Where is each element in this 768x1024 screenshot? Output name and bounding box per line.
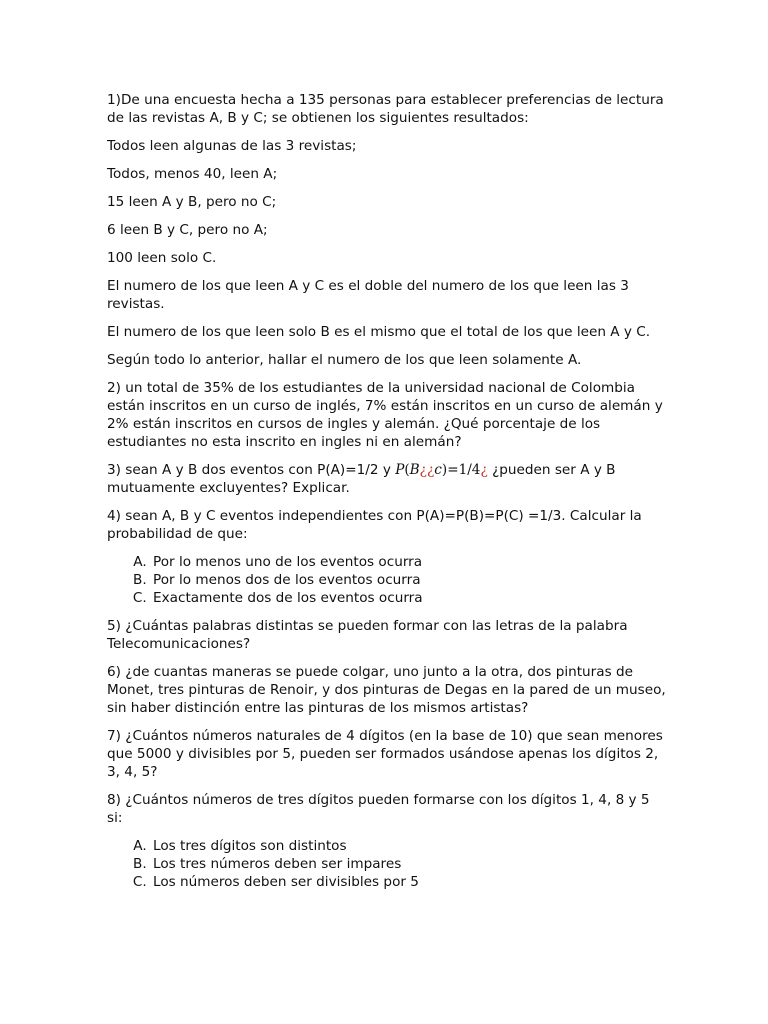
q4-item-b: B. Por lo menos dos de los eventos ocurra bbox=[151, 571, 667, 589]
q1-line-3: 15 leen A y B, pero no C; bbox=[107, 194, 277, 210]
q3-math-b: B bbox=[409, 462, 420, 478]
q3-math-close: ) bbox=[441, 462, 448, 478]
q3-math-p: P bbox=[395, 462, 405, 478]
document-page bbox=[107, 91, 667, 901]
q8-item-b: B. Los tres números deben ser impares bbox=[151, 855, 667, 873]
q5-paragraph: 5) ¿Cuántas palabras distintas se pueden formar con las letras de la palabra Telecomunicaciones? bbox=[107, 618, 628, 652]
q4-item-a: A. Por lo menos uno de los eventos ocurra bbox=[151, 553, 667, 571]
q1-line-8: Según todo lo anterior, hallar el numero de los que leen solamente A. bbox=[107, 352, 582, 368]
q3-prefix: 3) sean A y B dos eventos con P(A)=1/2 y bbox=[107, 462, 396, 478]
q1-line-2: Todos, menos 40, leen A; bbox=[107, 166, 278, 182]
q8-list bbox=[107, 837, 667, 891]
q3-paragraph bbox=[107, 461, 667, 497]
q4-item-c: C. Exactamente dos de los eventos ocurra bbox=[151, 589, 667, 607]
q8-item-a: A. Los tres dígitos son distintos bbox=[151, 837, 667, 855]
q4-paragraph: 4) sean A, B y C eventos independientes con P(A)=P(B)=P(C) =1/3. Calcular la probabilidad de que: bbox=[107, 508, 642, 542]
q7-paragraph: 7) ¿Cuántos números naturales de 4 dígitos (en la base de 10) que sean menores que 5000 y divisibles por 5, pueden ser formados usándose apenas los dígitos 2, 3, 4, 5? bbox=[107, 728, 663, 780]
q1-line-5: 100 leen solo C. bbox=[107, 250, 217, 266]
q3-math-eq: =1/4 bbox=[447, 462, 481, 478]
q1-line-1: Todos leen algunas de las 3 revistas; bbox=[107, 138, 357, 154]
q8-item-c: C. Los números deben ser divisibles por 5 bbox=[151, 873, 667, 891]
q1-line-4: 6 leen B y C, pero no A; bbox=[107, 222, 268, 238]
q8-paragraph: 8) ¿Cuántos números de tres dígitos pueden formarse con los dígitos 1, 4, 8 y 5 si: bbox=[107, 792, 650, 826]
q1-intro: 1)De una encuesta hecha a 135 personas para establecer preferencias de lectura de las revistas A, B y C; se obtienen los siguientes resultados: bbox=[107, 92, 664, 126]
q1-line-6: El numero de los que leen A y C es el doble del numero de los que leen las 3 revistas. bbox=[107, 278, 629, 312]
q2-paragraph: 2) un total de 35% de los estudiantes de la universidad nacional de Colombia están inscritos en un curso de inglés, 7% están inscritos en un curso de alemán y 2% están inscritos en cursos de ingles y alemán. ¿Qué porcentaje de los estudiantes no esta inscrito en ingles ni en alemán? bbox=[107, 380, 663, 450]
q3-math-c: c bbox=[434, 462, 442, 478]
q3-math-tail: ¿ bbox=[480, 462, 488, 478]
q6-paragraph: 6) ¿de cuantas maneras se puede colgar, uno junto a la otra, dos pinturas de Monet, tres pinturas de Renoir, y dos pinturas de Degas en la pared de un museo, sin haber distinción entre las pinturas de los mismos artistas? bbox=[107, 664, 666, 716]
q3-suffix: ¿pueden ser A y B mutuamente excluyentes? Explicar. bbox=[107, 462, 616, 496]
q3-math-open: ( bbox=[404, 462, 410, 478]
q1-line-7: El numero de los que leen solo B es el mismo que el total de los que leen A y C. bbox=[107, 324, 651, 340]
q3-math-expression bbox=[395, 462, 488, 478]
q4-list bbox=[107, 553, 667, 607]
q3-math-glyphs: ¿¿ bbox=[419, 462, 435, 478]
